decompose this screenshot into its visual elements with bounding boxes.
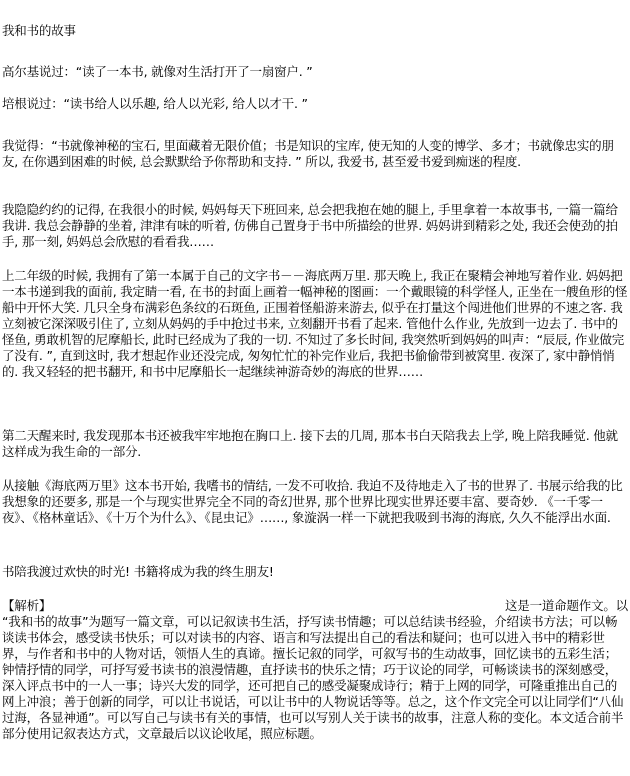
paragraph-conclusion: 书陪我渡过欢快的时光! 书籍将成为我的终生朋友!	[2, 564, 274, 579]
analysis-body: “我和书的故事”为题写一篇文章，可以记叙读书生活，抒写读书情趣；可以总结读书经验，介绍读书方法；可以畅谈读书体会，感受读书快乐；可以对读书的内容、语言和写法提出自己的看法和疑问；也可以进入书中的精彩世界，与作者和书中的人物对话，领悟人生的真谛。擅长记叙的同学，可叙写书的生动故事，回忆读书的五彩生活；钟情抒情的同学，可抒写爱书读书的浪漫情趣，直抒读书的快乐之情；巧于议论的同学，可畅谈读书的深刻感受，深入评点书中的一人一事；诗兴大发的同学，还可把自己的感受凝聚成诗行；精于上网的同学，可隆重推出自己的网上冲浪；善于创新的同学，可以让书说话，可以让书中的人物说话等等。总之，这个作文完全可以让同学们“八仙过海，各显神通”。可以写自己与读书有关的事情，也可以写别人关于读书的故事，注意人称的变化。本文适合前半部分使用记叙表达方式，文章最后以议论收尾，照应标题。	[2, 614, 624, 741]
quote-gorky: 高尔基说过：“读了一本书, 就像对生活打开了一扇窗户. ”	[2, 64, 313, 79]
essay-title: 我和书的故事	[2, 23, 76, 38]
paragraph-opinion: 我觉得：“书就像神秘的宝石, 里面藏着无限价值；书是知识的宝库, 使无知的人变的博学、多才；书就像忠实的朋友, 在你遇到困难的时候, 总会默默给予你帮助和支持. ” 所以, 我爱书, 甚至爱书爱到痴迷的程度.	[2, 138, 614, 169]
analysis-intro: 这是一道命题作文。以	[504, 598, 628, 613]
analysis-section	[2, 598, 628, 742]
analysis-label: 【解析】	[2, 598, 52, 613]
paragraph-childhood: 我隐隐约约的记得, 在我很小的时候, 妈妈每天下班回来, 总会把我抱在她的腿上, 手里拿着一本故事书, 一篇一篇给我讲. 我总会静静的坐着, 津津有味的听着, 仿佛自己置身于书中所描绘的世界. 妈妈讲到精彩之处, 我还会使劲的拍手, 那一刻, 妈妈总会欣慰的看看我……	[2, 202, 618, 249]
paragraph-book-world: 从接触《海底两万里》这本书开始, 我嗜书的情结, 一发不可收拾. 我迫不及待地走入了书的世界了. 书展示给我的比我想象的还要多, 那是一个与现实世界完全不同的奇幻世界, 那个世界比现实世界还要丰富、要奇妙. 《一千零一夜》、《格林童话》、《十万个为什么》、《昆虫记》……, 象漩涡一样一下就把我吸到书海的海底, 久久不能浮出水面.	[2, 478, 623, 525]
quote-bacon: 培根说过：“读书给人以乐趣, 给人以光彩, 给人以才干. ”	[2, 96, 308, 111]
paragraph-second-grade: 上二年级的时候, 我拥有了第一本属于自己的文字书－－海底两万里. 那天晚上, 我正在聚精会神地写着作业. 妈妈把一本书递到我的面前, 我定睛一看, 在书的封面上画着一幅神秘的图画：一个戴眼镜的科学怪人, 正坐在一艘鱼形的怪船中开怀大笑. 几只全身布满彩色条纹的石斑鱼, 正围着怪船游来游去, 似乎在打量这个闯进他们世界的不速之客. 我立刻被它深深吸引住了, 立刻从妈妈的手中抢过书来, 立刻翻开书看了起来. 管他什么作业, 先放到一边去了. 书中的怪鱼, 勇敢机智的尼摩船长, 此时已经成为了我的一切. 不知过了多长时间, 我突然听到妈妈的叫声：“辰辰, 作业做完了没有. ”, 直到这时, 我才想起作业还没完成, 匆匆忙忙的补完作业后, 我把书偷偷带到被窝里. 夜深了, 家中静悄悄的. 我又轻轻的把书翻开, 和书中尼摩船长一起继续神游奇妙的海底的世界……	[2, 268, 628, 379]
paragraph-next-day: 第二天醒来时, 我发现那本书还被我牢牢地抱在胸口上. 接下去的几周, 那本书白天陪我去上学, 晚上陪我睡觉. 他就这样成为我生命的一部分.	[2, 428, 618, 459]
